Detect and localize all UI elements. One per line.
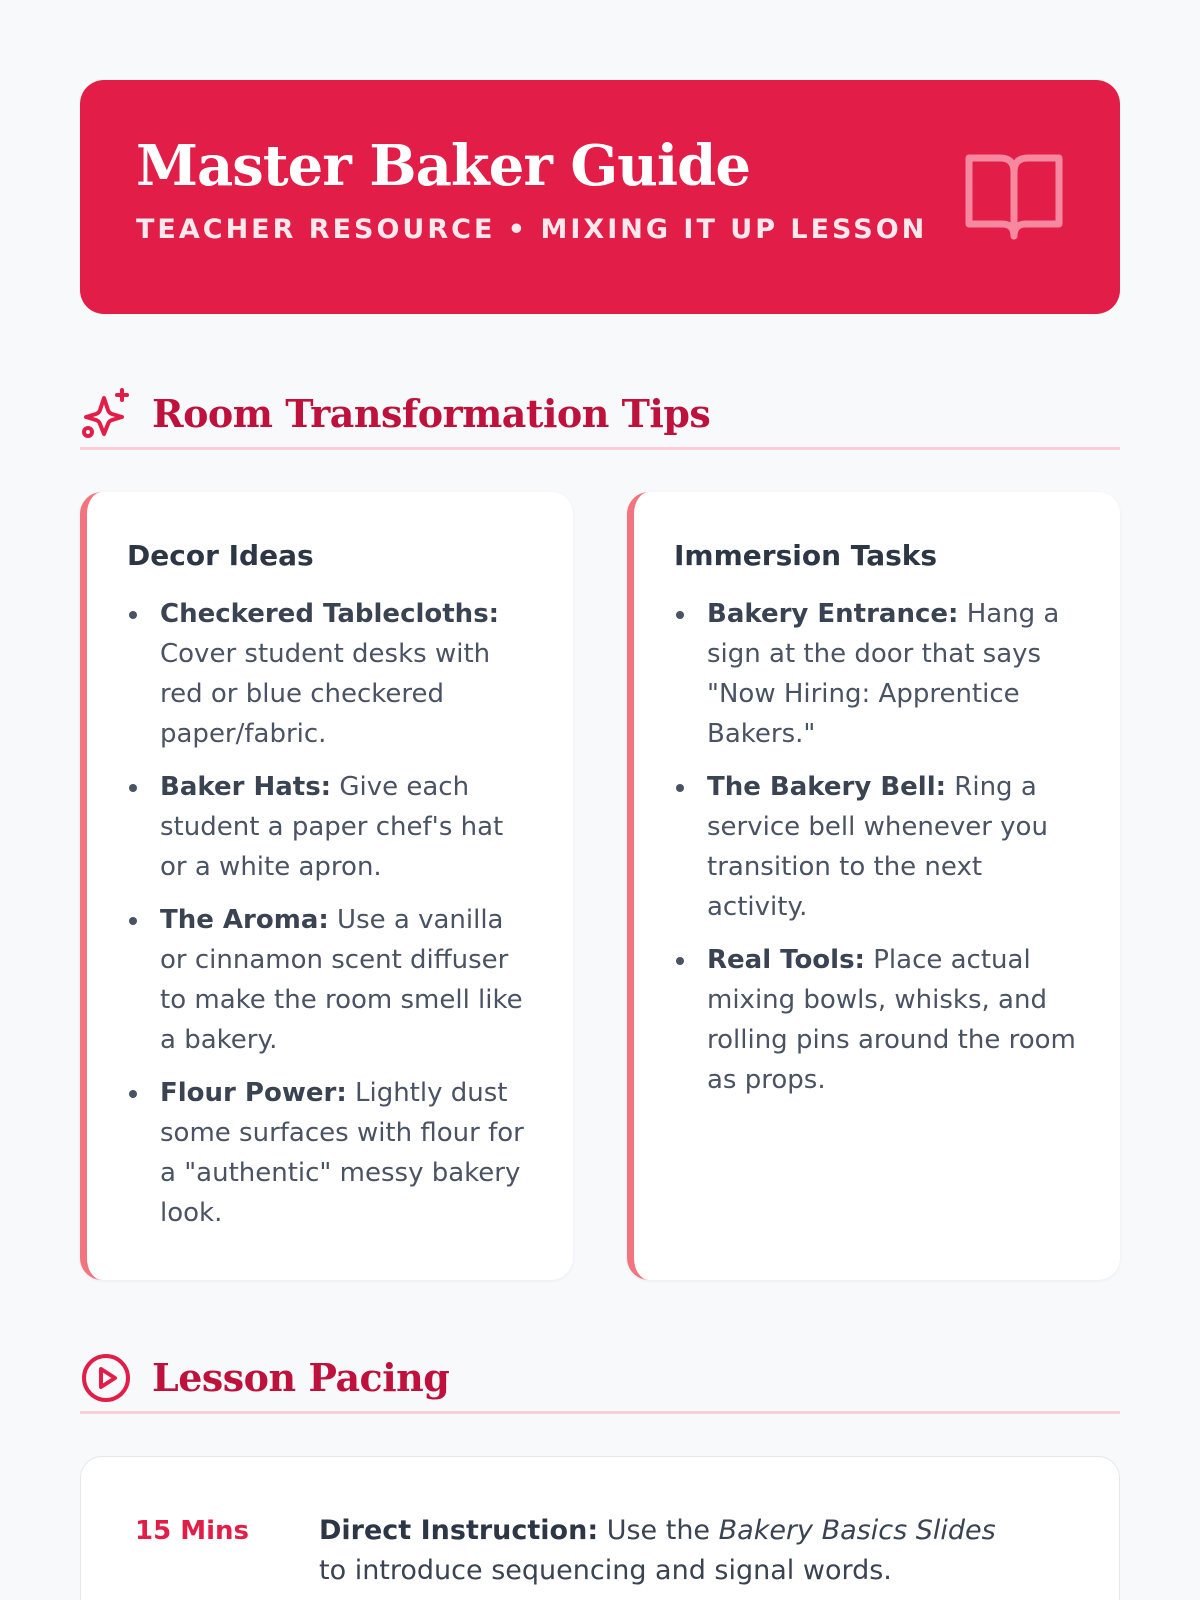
item-label: Bakery Entrance: (707, 599, 959, 629)
tips-section-header (80, 380, 1120, 450)
decor-ideas-card (80, 492, 573, 1280)
page-subtitle: TEACHER RESOURCE • MIXING IT UP LESSON (136, 214, 928, 245)
item-label: Real Tools: (707, 945, 865, 975)
page-title: Master Baker Guide (136, 133, 750, 199)
list-item (674, 594, 1084, 754)
pacing-label: Direct Instruction: (319, 1515, 599, 1546)
pacing-time: 15 Mins (135, 1516, 250, 1546)
list-item (127, 594, 537, 754)
play-circle-icon (80, 1352, 132, 1404)
item-text: Use a vanilla or cinnamon scent diffuser to make the room smell like a bakery. (160, 905, 523, 1055)
item-label: Baker Hats: (160, 772, 332, 802)
pacing-text-after: to introduce sequencing and signal words. (319, 1555, 892, 1586)
list-item (127, 900, 537, 1060)
pacing-text-before: Use the (598, 1515, 719, 1546)
list-item (127, 767, 537, 887)
card-title: Immersion Tasks (674, 539, 938, 572)
sparkles-icon (80, 388, 132, 440)
immersion-tasks-card (627, 492, 1120, 1280)
immersion-tasks-list (674, 594, 1084, 1100)
pacing-section-header (80, 1344, 1120, 1414)
pacing-row (80, 1456, 1120, 1600)
item-label: The Aroma: (160, 905, 329, 935)
item-label: Checkered Tablecloths: (160, 599, 500, 629)
pacing-emphasis: Bakery Basics Slides (718, 1515, 996, 1546)
card-title: Decor Ideas (127, 539, 314, 572)
list-item (674, 767, 1084, 927)
item-text: Place actual mixing bowls, whisks, and rolling pins around the room as props. (707, 945, 1076, 1095)
item-text: Hang a sign at the door that says "Now Hiring: Apprentice Bakers." (707, 599, 1060, 749)
item-text: Ring a service bell whenever you transition to the next activity. (707, 772, 1048, 922)
decor-ideas-list (127, 594, 537, 1233)
item-label: Flour Power: (160, 1078, 347, 1108)
tips-cards (80, 492, 1120, 1280)
header-banner (80, 80, 1120, 314)
item-text: Lightly dust some surfaces with flour for a "authentic" messy bakery look. (160, 1078, 524, 1228)
list-item (674, 940, 1084, 1100)
item-text: Cover student desks with red or blue checkered paper/fabric. (160, 639, 491, 749)
list-item (127, 1073, 537, 1233)
tips-section-title: Room Transformation Tips (152, 391, 711, 436)
pacing-description (319, 1511, 999, 1600)
item-label: The Bakery Bell: (707, 772, 947, 802)
pacing-section-title: Lesson Pacing (152, 1355, 450, 1400)
open-book-icon (964, 150, 1064, 242)
item-text: Give each student a paper chef's hat or a white apron. (160, 772, 504, 882)
